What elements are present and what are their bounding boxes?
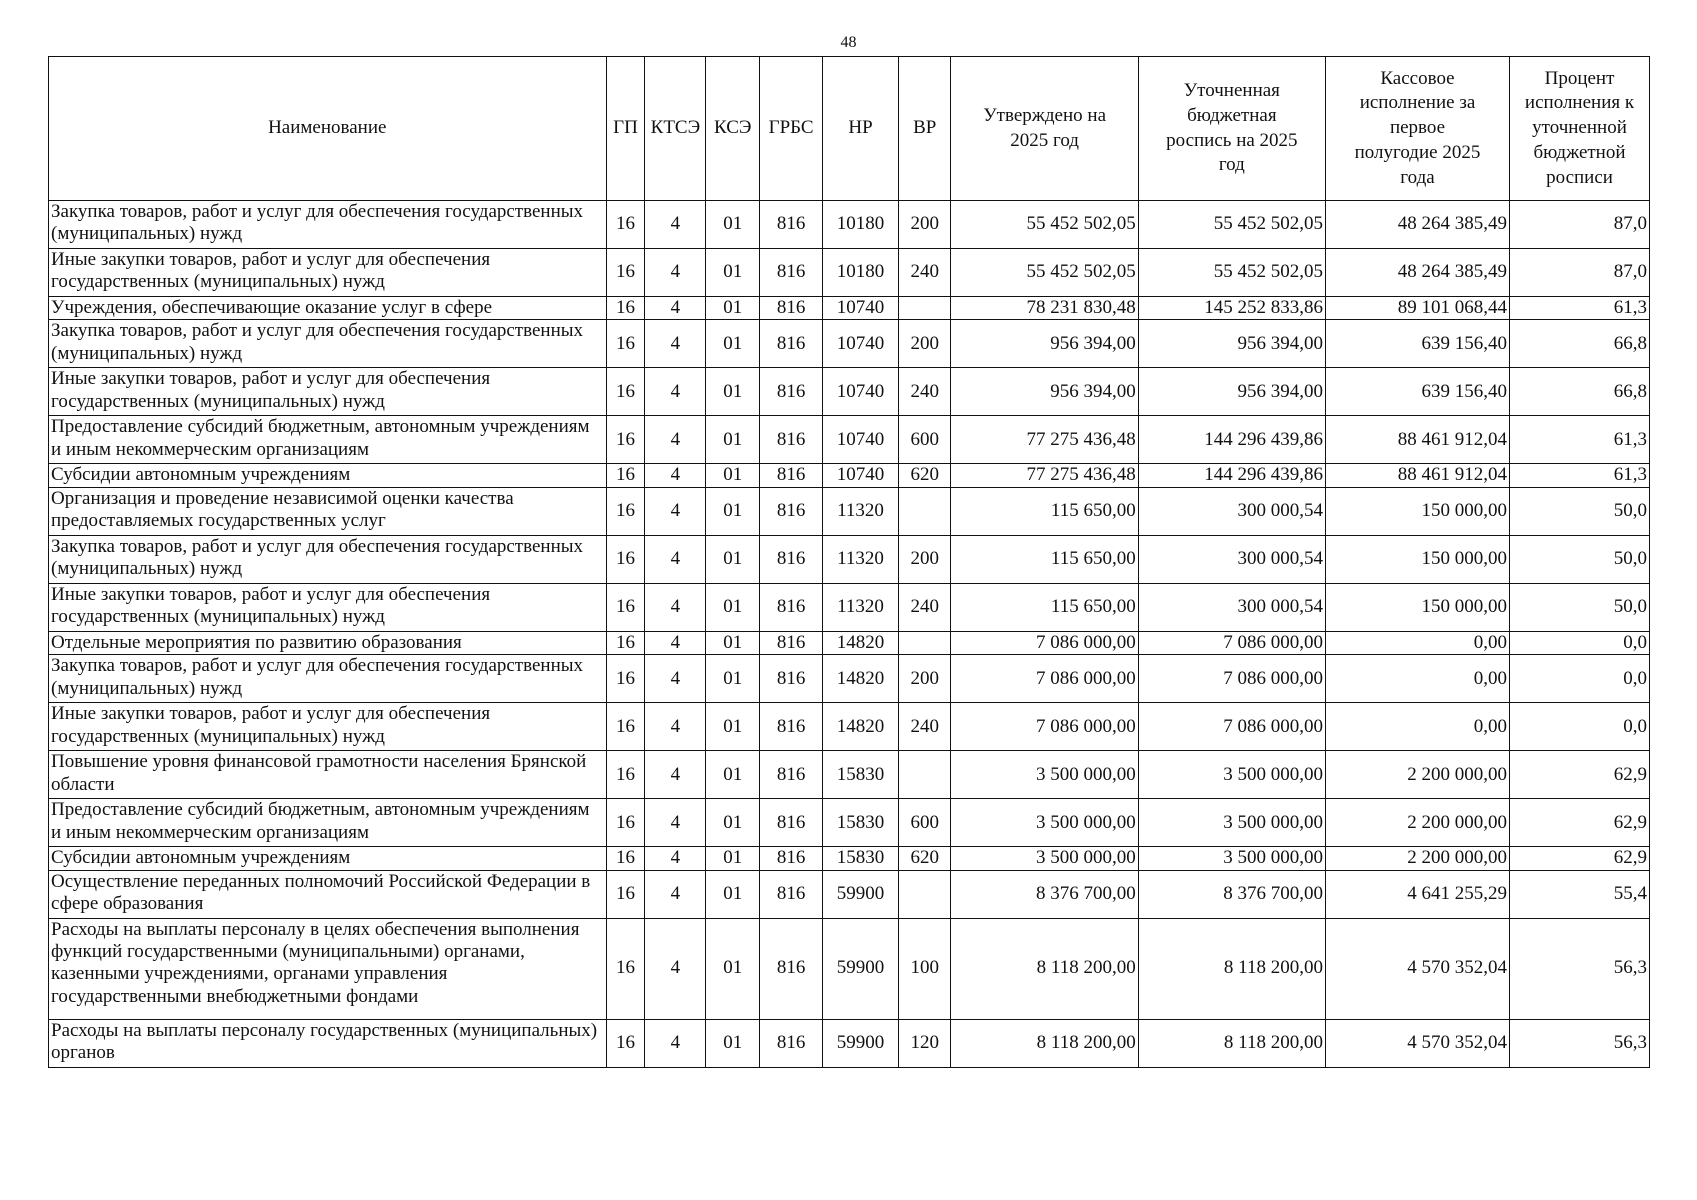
cell-gp: 16 (606, 487, 645, 535)
table-row (49, 847, 1650, 870)
cell-gp: 16 (606, 535, 645, 583)
cell-gp: 16 (606, 703, 645, 751)
cell-cash: 150 000,00 (1325, 487, 1509, 535)
cell-approved: 115 650,00 (951, 535, 1138, 583)
cell-gp: 16 (606, 870, 645, 918)
cell-kse: 01 (706, 847, 760, 870)
table-row (49, 320, 1650, 368)
cell-refined: 7 086 000,00 (1138, 703, 1325, 751)
cell-percent: 61,3 (1510, 416, 1650, 464)
cell-name: Иные закупки товаров, работ и услуг для обеспечения государственных (муниципальных) нужд (49, 583, 607, 631)
cell-ktse: 4 (645, 201, 706, 249)
cell-percent: 55,4 (1510, 870, 1650, 918)
cell-ktse: 4 (645, 870, 706, 918)
cell-ktse: 4 (645, 416, 706, 464)
cell-percent: 50,0 (1510, 487, 1650, 535)
cell-percent: 87,0 (1510, 249, 1650, 297)
cell-cash: 2 200 000,00 (1325, 751, 1509, 799)
cell-gp: 16 (606, 655, 645, 703)
cell-grbs: 816 (760, 631, 823, 654)
cell-refined: 8 376 700,00 (1138, 870, 1325, 918)
cell-kse: 01 (706, 655, 760, 703)
cell-ktse: 4 (645, 583, 706, 631)
cell-nr: 14820 (823, 703, 899, 751)
cell-vr: 620 (898, 464, 951, 487)
header-gp: ГП (606, 57, 645, 201)
cell-percent: 61,3 (1510, 464, 1650, 487)
cell-vr (898, 631, 951, 654)
cell-name: Закупка товаров, работ и услуг для обеспечения государственных (муниципальных) нужд (49, 535, 607, 583)
cell-name: Учреждения, обеспечивающие оказание услуг в сфере (49, 297, 607, 320)
table-row (49, 870, 1650, 918)
cell-cash: 48 264 385,49 (1325, 249, 1509, 297)
cell-kse: 01 (706, 703, 760, 751)
cell-name: Расходы на выплаты персоналу государственных (муниципальных) органов (49, 1019, 607, 1067)
cell-gp: 16 (606, 368, 645, 416)
cell-nr: 11320 (823, 487, 899, 535)
cell-vr: 240 (898, 368, 951, 416)
cell-vr (898, 487, 951, 535)
cell-nr: 11320 (823, 583, 899, 631)
cell-approved: 78 231 830,48 (951, 297, 1138, 320)
cell-grbs: 816 (760, 1019, 823, 1067)
cell-refined: 144 296 439,86 (1138, 464, 1325, 487)
cell-kse: 01 (706, 870, 760, 918)
cell-approved: 115 650,00 (951, 583, 1138, 631)
cell-refined: 956 394,00 (1138, 368, 1325, 416)
cell-refined: 3 500 000,00 (1138, 799, 1325, 847)
cell-ktse: 4 (645, 751, 706, 799)
cell-name: Иные закупки товаров, работ и услуг для обеспечения государственных (муниципальных) нужд (49, 249, 607, 297)
cell-gp: 16 (606, 201, 645, 249)
cell-approved: 8 118 200,00 (951, 1019, 1138, 1067)
cell-gp: 16 (606, 631, 645, 654)
table-row (49, 583, 1650, 631)
cell-ktse: 4 (645, 655, 706, 703)
cell-ktse: 4 (645, 631, 706, 654)
cell-ktse: 4 (645, 249, 706, 297)
cell-ktse: 4 (645, 297, 706, 320)
cell-vr: 200 (898, 201, 951, 249)
cell-grbs: 816 (760, 249, 823, 297)
cell-cash: 88 461 912,04 (1325, 464, 1509, 487)
cell-gp: 16 (606, 799, 645, 847)
cell-nr: 59900 (823, 1019, 899, 1067)
cell-approved: 77 275 436,48 (951, 416, 1138, 464)
cell-grbs: 816 (760, 703, 823, 751)
cell-approved: 8 118 200,00 (951, 918, 1138, 1019)
cell-ktse: 4 (645, 320, 706, 368)
cell-percent: 66,8 (1510, 368, 1650, 416)
cell-name: Иные закупки товаров, работ и услуг для обеспечения государственных (муниципальных) нужд (49, 368, 607, 416)
cell-approved: 956 394,00 (951, 320, 1138, 368)
cell-percent: 56,3 (1510, 1019, 1650, 1067)
cell-approved: 7 086 000,00 (951, 703, 1138, 751)
cell-gp: 16 (606, 464, 645, 487)
table-row (49, 201, 1650, 249)
cell-percent: 0,0 (1510, 703, 1650, 751)
cell-ktse: 4 (645, 918, 706, 1019)
cell-grbs: 816 (760, 655, 823, 703)
cell-refined: 956 394,00 (1138, 320, 1325, 368)
cell-name: Субсидии автономным учреждениям (49, 464, 607, 487)
cell-cash: 639 156,40 (1325, 320, 1509, 368)
cell-percent: 56,3 (1510, 918, 1650, 1019)
header-kse: КСЭ (706, 57, 760, 201)
cell-kse: 01 (706, 751, 760, 799)
cell-kse: 01 (706, 487, 760, 535)
cell-cash: 0,00 (1325, 703, 1509, 751)
cell-name: Субсидии автономным учреждениям (49, 847, 607, 870)
cell-grbs: 816 (760, 918, 823, 1019)
table-body (49, 201, 1650, 1068)
cell-gp: 16 (606, 918, 645, 1019)
cell-approved: 3 500 000,00 (951, 847, 1138, 870)
cell-kse: 01 (706, 201, 760, 249)
cell-vr: 120 (898, 1019, 951, 1067)
table-row (49, 799, 1650, 847)
cell-nr: 10740 (823, 464, 899, 487)
cell-cash: 4 570 352,04 (1325, 918, 1509, 1019)
cell-percent: 62,9 (1510, 847, 1650, 870)
cell-name: Закупка товаров, работ и услуг для обеспечения государственных (муниципальных) нужд (49, 320, 607, 368)
cell-gp: 16 (606, 320, 645, 368)
header-approved: Утверждено на 2025 год (951, 57, 1138, 201)
cell-refined: 300 000,54 (1138, 487, 1325, 535)
budget-table (48, 56, 1650, 1068)
cell-kse: 01 (706, 464, 760, 487)
cell-ktse: 4 (645, 464, 706, 487)
cell-kse: 01 (706, 249, 760, 297)
cell-kse: 01 (706, 416, 760, 464)
table-header (49, 57, 1650, 201)
cell-vr: 240 (898, 583, 951, 631)
cell-vr: 100 (898, 918, 951, 1019)
cell-name: Отдельные мероприятия по развитию образования (49, 631, 607, 654)
cell-refined: 300 000,54 (1138, 535, 1325, 583)
cell-percent: 50,0 (1510, 583, 1650, 631)
cell-refined: 55 452 502,05 (1138, 249, 1325, 297)
header-cash: Кассовое исполнение за первое полугодие 2025 года (1325, 57, 1509, 201)
cell-percent: 87,0 (1510, 201, 1650, 249)
header-ktse: КТСЭ (645, 57, 706, 201)
cell-ktse: 4 (645, 847, 706, 870)
cell-vr: 240 (898, 703, 951, 751)
cell-refined: 3 500 000,00 (1138, 847, 1325, 870)
cell-gp: 16 (606, 297, 645, 320)
cell-refined: 8 118 200,00 (1138, 918, 1325, 1019)
table-row (49, 751, 1650, 799)
cell-kse: 01 (706, 583, 760, 631)
cell-nr: 59900 (823, 918, 899, 1019)
cell-grbs: 816 (760, 535, 823, 583)
table-row (49, 918, 1650, 1019)
cell-ktse: 4 (645, 703, 706, 751)
cell-grbs: 816 (760, 368, 823, 416)
cell-percent: 0,0 (1510, 655, 1650, 703)
cell-gp: 16 (606, 583, 645, 631)
cell-gp: 16 (606, 847, 645, 870)
cell-vr: 600 (898, 416, 951, 464)
cell-grbs: 816 (760, 751, 823, 799)
cell-ktse: 4 (645, 368, 706, 416)
cell-ktse: 4 (645, 1019, 706, 1067)
cell-approved: 7 086 000,00 (951, 655, 1138, 703)
table-row (49, 464, 1650, 487)
cell-grbs: 816 (760, 847, 823, 870)
cell-refined: 144 296 439,86 (1138, 416, 1325, 464)
cell-nr: 10180 (823, 201, 899, 249)
table-row (49, 297, 1650, 320)
cell-cash: 2 200 000,00 (1325, 799, 1509, 847)
cell-cash: 4 570 352,04 (1325, 1019, 1509, 1067)
cell-vr (898, 870, 951, 918)
cell-nr: 10740 (823, 297, 899, 320)
table-row (49, 703, 1650, 751)
cell-cash: 2 200 000,00 (1325, 847, 1509, 870)
cell-percent: 61,3 (1510, 297, 1650, 320)
cell-approved: 55 452 502,05 (951, 201, 1138, 249)
table-row (49, 631, 1650, 654)
cell-kse: 01 (706, 535, 760, 583)
cell-cash: 48 264 385,49 (1325, 201, 1509, 249)
cell-cash: 89 101 068,44 (1325, 297, 1509, 320)
cell-vr: 200 (898, 535, 951, 583)
cell-approved: 8 376 700,00 (951, 870, 1138, 918)
cell-percent: 62,9 (1510, 751, 1650, 799)
cell-kse: 01 (706, 320, 760, 368)
cell-cash: 150 000,00 (1325, 535, 1509, 583)
cell-grbs: 816 (760, 297, 823, 320)
cell-nr: 10740 (823, 368, 899, 416)
cell-refined: 55 452 502,05 (1138, 201, 1325, 249)
header-refined: Уточненная бюджетная роспись на 2025 год (1138, 57, 1325, 201)
cell-kse: 01 (706, 631, 760, 654)
cell-kse: 01 (706, 799, 760, 847)
cell-percent: 0,0 (1510, 631, 1650, 654)
table-row (49, 535, 1650, 583)
header-grbs: ГРБС (760, 57, 823, 201)
cell-vr (898, 751, 951, 799)
cell-nr: 15830 (823, 751, 899, 799)
cell-cash: 4 641 255,29 (1325, 870, 1509, 918)
cell-kse: 01 (706, 368, 760, 416)
cell-percent: 62,9 (1510, 799, 1650, 847)
table-row (49, 249, 1650, 297)
header-percent: Процент исполнения к уточненной бюджетной росписи (1510, 57, 1650, 201)
cell-vr: 240 (898, 249, 951, 297)
cell-vr: 200 (898, 320, 951, 368)
cell-approved: 115 650,00 (951, 487, 1138, 535)
cell-cash: 0,00 (1325, 631, 1509, 654)
table-row (49, 487, 1650, 535)
cell-name: Организация и проведение независимой оценки качества предоставляемых государственных услуг (49, 487, 607, 535)
cell-cash: 0,00 (1325, 655, 1509, 703)
cell-approved: 77 275 436,48 (951, 464, 1138, 487)
cell-grbs: 816 (760, 487, 823, 535)
table-row (49, 1019, 1650, 1067)
header-vr: ВР (898, 57, 951, 201)
cell-percent: 66,8 (1510, 320, 1650, 368)
cell-refined: 300 000,54 (1138, 583, 1325, 631)
cell-gp: 16 (606, 1019, 645, 1067)
table-row (49, 368, 1650, 416)
cell-name: Предоставление субсидий бюджетным, автономным учреждениям и иным некоммерческим организациям (49, 416, 607, 464)
cell-gp: 16 (606, 751, 645, 799)
cell-refined: 7 086 000,00 (1138, 655, 1325, 703)
cell-name: Иные закупки товаров, работ и услуг для обеспечения государственных (муниципальных) нужд (49, 703, 607, 751)
cell-kse: 01 (706, 1019, 760, 1067)
header-name: Наименование (49, 57, 607, 201)
cell-approved: 55 452 502,05 (951, 249, 1138, 297)
cell-kse: 01 (706, 918, 760, 1019)
cell-refined: 7 086 000,00 (1138, 631, 1325, 654)
cell-name: Повышение уровня финансовой грамотности населения Брянской области (49, 751, 607, 799)
cell-name: Закупка товаров, работ и услуг для обеспечения государственных (муниципальных) нужд (49, 201, 607, 249)
cell-percent: 50,0 (1510, 535, 1650, 583)
cell-grbs: 816 (760, 583, 823, 631)
cell-name: Закупка товаров, работ и услуг для обеспечения государственных (муниципальных) нужд (49, 655, 607, 703)
cell-nr: 11320 (823, 535, 899, 583)
cell-vr: 620 (898, 847, 951, 870)
cell-nr: 10740 (823, 320, 899, 368)
cell-ktse: 4 (645, 799, 706, 847)
cell-nr: 59900 (823, 870, 899, 918)
header-nr: НР (823, 57, 899, 201)
cell-kse: 01 (706, 297, 760, 320)
cell-refined: 145 252 833,86 (1138, 297, 1325, 320)
cell-name: Осуществление переданных полномочий Российской Федерации в сфере образования (49, 870, 607, 918)
table-row (49, 416, 1650, 464)
cell-grbs: 816 (760, 799, 823, 847)
cell-refined: 3 500 000,00 (1138, 751, 1325, 799)
cell-gp: 16 (606, 249, 645, 297)
table-row (49, 655, 1650, 703)
header-row (49, 57, 1650, 201)
cell-nr: 10180 (823, 249, 899, 297)
cell-approved: 3 500 000,00 (951, 799, 1138, 847)
cell-name: Расходы на выплаты персоналу в целях обеспечения выполнения функций государственными (муниципальными) органами, казенными учреждениями, органами управления государственными внебюджетными фондами (49, 918, 607, 1019)
cell-vr: 200 (898, 655, 951, 703)
cell-nr: 14820 (823, 655, 899, 703)
cell-refined: 8 118 200,00 (1138, 1019, 1325, 1067)
cell-nr: 15830 (823, 799, 899, 847)
cell-cash: 639 156,40 (1325, 368, 1509, 416)
cell-approved: 3 500 000,00 (951, 751, 1138, 799)
cell-grbs: 816 (760, 201, 823, 249)
cell-grbs: 816 (760, 464, 823, 487)
cell-cash: 150 000,00 (1325, 583, 1509, 631)
cell-ktse: 4 (645, 487, 706, 535)
page-number: 48 (840, 34, 857, 51)
cell-grbs: 816 (760, 870, 823, 918)
cell-grbs: 816 (760, 320, 823, 368)
cell-nr: 10740 (823, 416, 899, 464)
cell-gp: 16 (606, 416, 645, 464)
cell-ktse: 4 (645, 535, 706, 583)
cell-vr: 600 (898, 799, 951, 847)
cell-vr (898, 297, 951, 320)
cell-approved: 956 394,00 (951, 368, 1138, 416)
cell-grbs: 816 (760, 416, 823, 464)
cell-name: Предоставление субсидий бюджетным, автономным учреждениям и иным некоммерческим организациям (49, 799, 607, 847)
cell-cash: 88 461 912,04 (1325, 416, 1509, 464)
cell-approved: 7 086 000,00 (951, 631, 1138, 654)
cell-nr: 14820 (823, 631, 899, 654)
cell-nr: 15830 (823, 847, 899, 870)
